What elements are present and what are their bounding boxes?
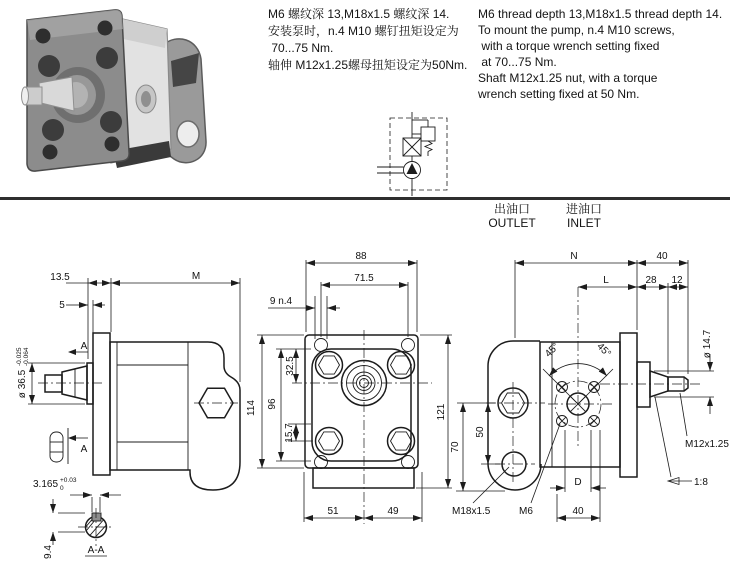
dim-label: M <box>191 271 201 282</box>
side-view <box>16 271 240 490</box>
dim-label: 45° <box>543 341 562 360</box>
callout-m6: M6 <box>519 506 533 517</box>
notes-chinese <box>268 6 473 74</box>
dim-label: L <box>603 275 609 286</box>
hydraulic-circuit-symbol <box>370 106 470 202</box>
dim-label: 70 <box>450 441 461 453</box>
note-line: Shaft M12x1.25 nut, with a torque <box>478 71 658 85</box>
dim-tolerance-lower: 0 <box>60 485 64 492</box>
technical-drawing <box>0 240 730 574</box>
dim-port-heights <box>450 403 505 491</box>
dim-label: 114 <box>246 400 257 416</box>
inlet-label <box>550 202 618 230</box>
dim-shaft-end-diameter <box>654 329 714 414</box>
outlet-label <box>476 202 548 230</box>
dim-bolt-holes <box>268 296 340 339</box>
pump-photo <box>5 3 220 178</box>
note-line: M6 thread depth 13,M18x1.5 thread depth 14. <box>478 7 723 21</box>
dim-total-height <box>416 335 452 488</box>
dim-label: ø 36.5 <box>17 369 28 399</box>
dim-label: N <box>570 251 578 262</box>
notes-english <box>478 6 723 102</box>
dim-label: 71.5 <box>354 273 374 284</box>
inlet-label-en: INLET <box>566 216 601 230</box>
section-divider <box>0 197 730 200</box>
section-mark-a-bottom: A <box>80 444 88 455</box>
note-line: at 70...75 Nm. <box>478 55 557 69</box>
dim-label: 9 n.4 <box>269 296 293 307</box>
dim-label: 40 <box>572 506 584 517</box>
dim-base <box>304 472 422 522</box>
dim-label: 28 <box>645 275 657 286</box>
inlet-label-cn: 进油口 <box>565 202 602 216</box>
outlet-label-cn: 出油口 <box>493 202 530 216</box>
dim-label: 40 <box>656 251 668 262</box>
dim-label: 49 <box>387 506 399 517</box>
dim-tolerance-lower: -0.064 <box>23 347 30 366</box>
pump-photo-body <box>22 10 207 171</box>
section-a-a <box>33 477 121 559</box>
callout-taper: 1:8 <box>694 477 708 488</box>
dim-heights <box>246 335 313 468</box>
dim-label: ø 14.7 <box>702 329 713 359</box>
dim-label: 13.5 <box>50 272 70 283</box>
note-line: with a torque wrench setting fixed <box>478 39 660 53</box>
note-line: To mount the pump, n.4 M10 screws, <box>478 23 675 37</box>
dim-tolerance-upper: +0.03 <box>60 477 77 484</box>
outlet-label-en: OUTLET <box>488 216 536 230</box>
dim-label: 96 <box>267 398 278 410</box>
dim-label: D <box>574 477 582 488</box>
dim-key-height <box>43 499 85 559</box>
dim-label: 88 <box>355 251 367 262</box>
dim-label: 9.4 <box>43 545 54 559</box>
dim-tolerance-upper: -0.025 <box>16 347 23 366</box>
section-mark-a-top: A <box>80 341 88 352</box>
section-label: A-A <box>87 545 105 556</box>
rear-shaft <box>600 362 702 407</box>
dim-flange-width <box>306 251 417 332</box>
note-line: 安装泵时，n.4 M10 螺钉扭矩设定为 <box>268 24 459 38</box>
dim-label: 45° <box>594 341 613 360</box>
dim-label: 12 <box>671 275 683 286</box>
note-line: M6 螺纹深 13,M18x1.5 螺纹深 14. <box>268 7 450 21</box>
dim-label: 121 <box>436 403 447 421</box>
rear-view <box>450 251 729 522</box>
dim-label: 5 <box>59 300 65 311</box>
note-line: wrench setting fixed at 50 Nm. <box>478 87 640 101</box>
callout-m12: M12x1.25 <box>685 439 729 450</box>
dim-label: 3.165 <box>33 479 59 490</box>
note-line: 轴伸 M12x1.25螺母扭矩设定为50Nm. <box>268 58 468 72</box>
dim-label: 51 <box>327 506 339 517</box>
front-view <box>246 251 452 524</box>
dim-label: 50 <box>475 426 486 438</box>
dim-label: 32.5 <box>285 356 296 376</box>
dim-bolt-span <box>321 273 408 337</box>
note-line: 70...75 Nm. <box>268 41 334 55</box>
dim-bolt-square <box>550 430 606 522</box>
dim-label: 15.7 <box>284 423 295 443</box>
key-detail <box>50 428 68 464</box>
dim-key-width <box>33 477 121 512</box>
callout-m18: M18x1.5 <box>452 506 491 517</box>
